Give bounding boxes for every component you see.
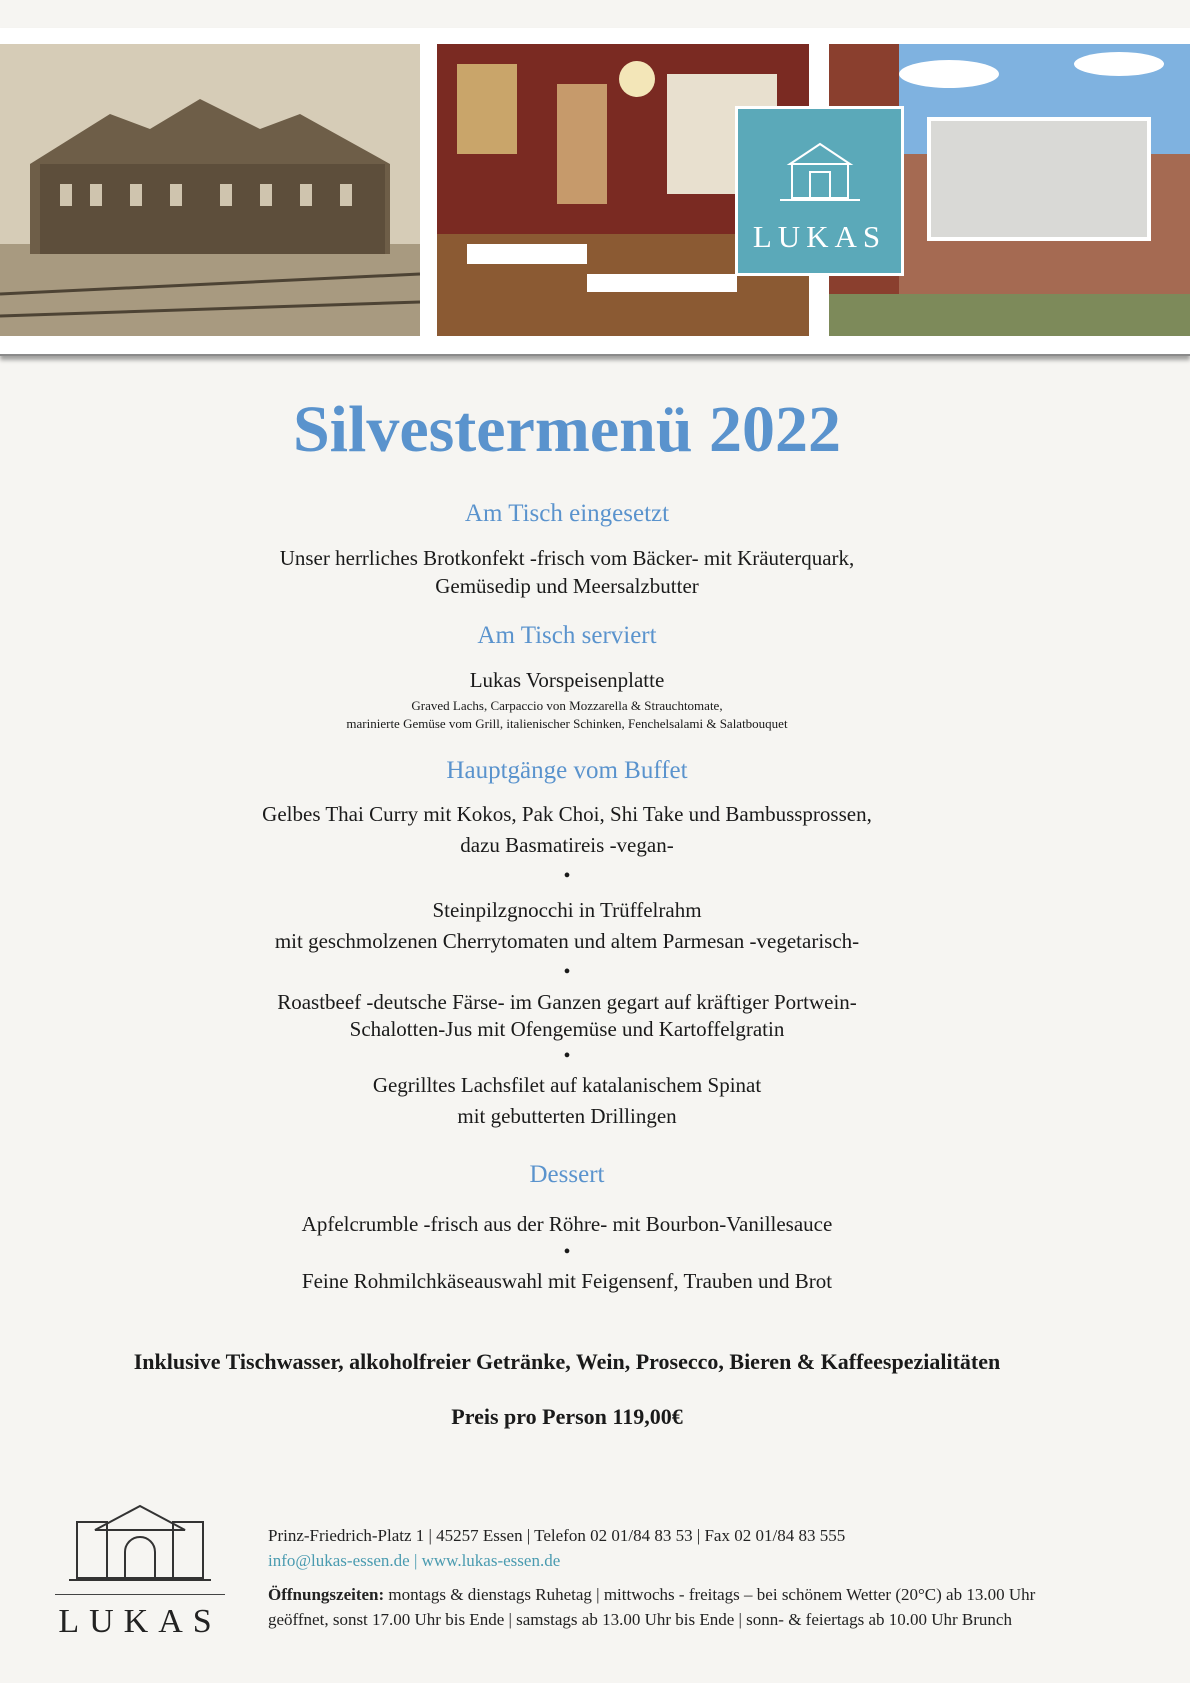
main-dish-1-line-2: dazu Basmatireis -vegan- <box>460 833 674 857</box>
footer-logo-text: LUKAS <box>55 1594 225 1641</box>
footer-hours-line-2: geöffnet, sonst 17.00 Uhr bis Ende | samstags ab 13.00 Uhr bis Ende | sonn- & feiertags ab 10.00 Uhr Brunch <box>268 1610 1012 1629</box>
section-heading-main: Hauptgänge vom Buffet <box>446 757 688 784</box>
dessert-2: Feine Rohmilchkäseauswahl mit Feigensenf, Trauben und Brot <box>301 1269 833 1293</box>
appetizer-detail-2: marinierte Gemüse vom Grill, italienischer Schinken, Fenchelsalami & Salatbouquet <box>346 716 788 731</box>
main-dish-1-line-1: Gelbes Thai Curry mit Kokos, Pak Choi, Shi Take und Bambussprossen, <box>262 802 872 826</box>
building-logo-icon <box>55 1500 225 1590</box>
main-dish-3-line-2: Schalotten-Jus mit Ofengemüse und Kartoffelgratin <box>349 1017 785 1041</box>
footer-address: Prinz-Friedrich-Platz 1 | 45257 Essen | Telefon 02 01/84 83 53 | Fax 02 01/84 83 555 <box>268 1526 846 1545</box>
main-dish-2-line-1: Steinpilzgnocchi in Trüffelrahm <box>432 898 702 922</box>
section-heading-starter: Am Tisch eingesetzt <box>464 500 670 527</box>
section-heading-dessert: Dessert <box>529 1161 605 1188</box>
section-heading-appetizer: Am Tisch serviert <box>477 622 657 649</box>
starter-line-2: Gemüsedip und Meersalzbutter <box>435 574 699 598</box>
photo-banner <box>0 28 1190 356</box>
footer-hours-line-1 <box>268 1585 1035 1605</box>
appetizer-item: Lukas Vorspeisenplatte <box>469 668 665 692</box>
dessert-1: Apfelcrumble -frisch aus der Röhre- mit Bourbon-Vanillesauce <box>301 1212 833 1236</box>
separator-bullet: • <box>563 1045 571 1067</box>
main-dish-2-line-2: mit geschmolzenen Cherrytomaten und altem Parmesan -vegetarisch- <box>274 929 860 953</box>
price-per-person: Preis pro Person 119,00€ <box>451 1404 683 1429</box>
main-dish-4-line-1: Gegrilltes Lachsfilet auf katalanischem Spinat <box>372 1073 762 1097</box>
inclusive-note: Inklusive Tischwasser, alkoholfreier Getränke, Wein, Prosecco, Bieren & Kaffeespezialitäten <box>133 1349 1001 1374</box>
footer-links[interactable]: info@lukas-essen.de | www.lukas-essen.de <box>268 1551 561 1570</box>
footer-logo <box>55 1500 225 1640</box>
appetizer-detail-1: Graved Lachs, Carpaccio von Mozzarella & Strauchtomate, <box>411 698 723 713</box>
separator-bullet: • <box>563 961 571 983</box>
hours-label: Öffnungszeiten: <box>268 1585 385 1604</box>
main-dish-4-line-2: mit gebutterten Drillingen <box>457 1104 677 1128</box>
separator-bullet: • <box>563 865 571 887</box>
hours-text-1: montags & dienstags Ruhetag | mittwochs - freitags – bei schönem Wetter (20°C) ab 13.00 Uhr <box>388 1585 1036 1604</box>
separator-bullet: • <box>563 1241 571 1263</box>
starter-line-1: Unser herrliches Brotkonfekt -frisch vom Bäcker- mit Kräuterquark, <box>279 546 855 570</box>
building-logo-icon <box>780 134 860 204</box>
historic-station-photo <box>0 44 420 336</box>
main-dish-3-line-1: Roastbeef -deutsche Färse- im Ganzen gegart auf kräftiger Portwein- <box>277 990 857 1014</box>
logo-text: LUKAS <box>752 219 887 254</box>
lukas-logo-badge <box>735 106 904 276</box>
menu-title: Silvestermenü 2022 <box>292 393 842 466</box>
